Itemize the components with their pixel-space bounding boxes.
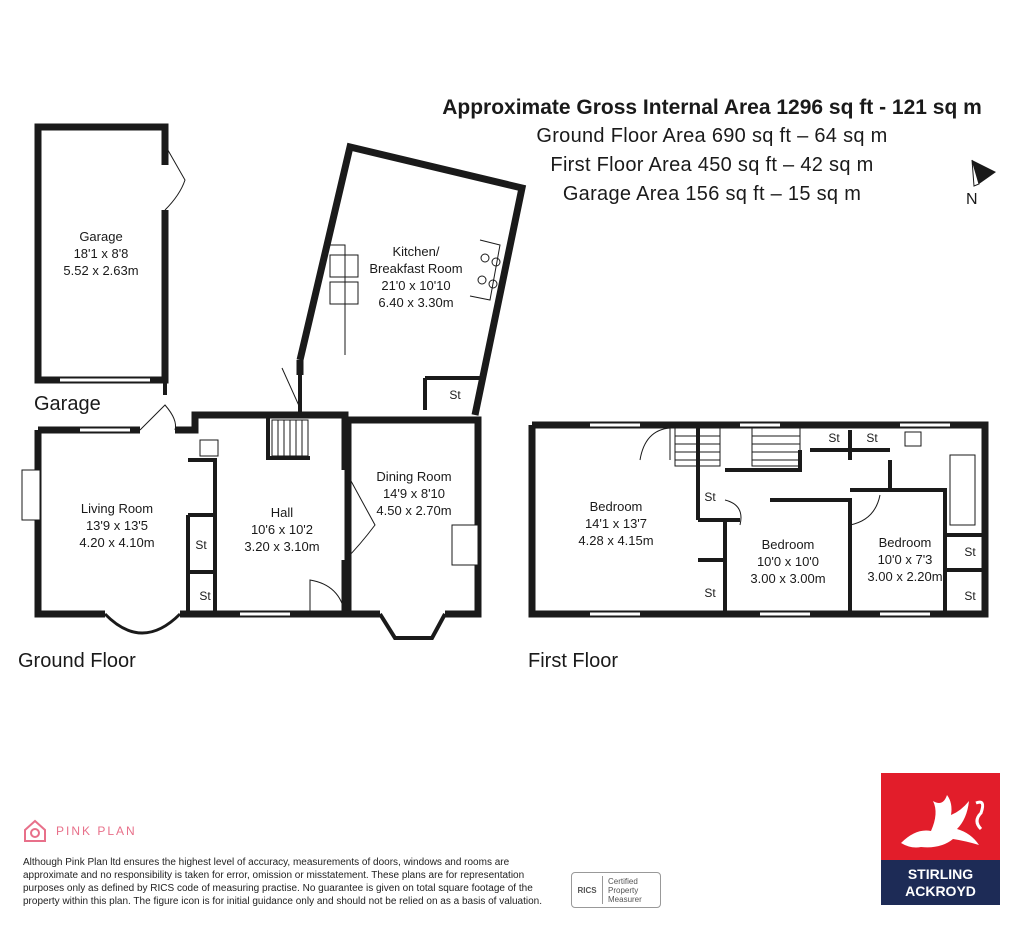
garage-room-imperial: 18'1 x 8'8 bbox=[73, 246, 129, 261]
compass-label: N bbox=[966, 191, 978, 208]
rics-line-2: Property bbox=[608, 885, 639, 895]
dining-fireplace bbox=[452, 525, 478, 565]
rics-line-1: Certified bbox=[608, 876, 638, 886]
stirling-ackroyd-logo bbox=[881, 773, 1000, 905]
bed1-imperial: 14'1 x 13'7 bbox=[584, 516, 648, 531]
dining-imperial: 14'9 x 8'10 bbox=[382, 486, 446, 501]
bed2-name: Bedroom bbox=[761, 537, 815, 552]
garage-area: Garage Area 156 sq ft – 15 sq m bbox=[562, 183, 862, 205]
bed2-metric: 3.00 x 3.00m bbox=[750, 571, 826, 586]
gross-area-title: Approximate Gross Internal Area 1296 sq ft - 121 sq m bbox=[442, 96, 982, 119]
storage-label: St bbox=[964, 545, 976, 559]
storage-label: St bbox=[704, 490, 716, 504]
ground-floor-area: Ground Floor Area 690 sq ft – 64 sq m bbox=[536, 125, 888, 147]
storage-label: St bbox=[828, 431, 840, 445]
kitchen-imperial: 21'0 x 10'10 bbox=[381, 278, 451, 293]
first-floor-label: First Floor bbox=[528, 650, 618, 672]
living-metric: 4.20 x 4.10m bbox=[79, 535, 155, 550]
brand-line-2: ACKROYD bbox=[905, 883, 976, 899]
pink-plan-label: PINK PLAN bbox=[56, 824, 137, 838]
bed3-door-swing bbox=[850, 495, 880, 525]
pink-plan-logo bbox=[22, 818, 137, 844]
bed1-name: Bedroom bbox=[589, 499, 643, 514]
rics-line-3: Measurer bbox=[608, 894, 642, 904]
disclaimer-text: Although Pink Plan ltd ensures the highest level of accuracy, measurements of doors, windows and rooms are approximate and no responsibility is taken for error, omission or misstatement. These plans are for representation purposes only as defined by RICS code of measuring practise. No guarantee is given on total square footage of the property within this plan. The figure icon is for initial guidance only and should not be relied on as a basis of valuation. bbox=[23, 857, 543, 907]
bed3-metric: 3.00 x 2.20m bbox=[867, 569, 943, 584]
ground-floor-label: Ground Floor bbox=[18, 650, 136, 672]
hall-metric: 3.20 x 3.10m bbox=[244, 539, 320, 554]
storage-label: St bbox=[449, 388, 461, 402]
storage-label: St bbox=[195, 538, 207, 552]
dining-bay-window bbox=[380, 614, 445, 638]
bed3-imperial: 10'0 x 7'3 bbox=[877, 552, 933, 567]
kitchen-metric: 6.40 x 3.30m bbox=[378, 295, 454, 310]
living-imperial: 13'9 x 13'5 bbox=[85, 518, 149, 533]
bed1-metric: 4.28 x 4.15m bbox=[578, 533, 654, 548]
dining-name: Dining Room bbox=[376, 469, 452, 484]
living-door-swing bbox=[140, 405, 176, 430]
hall-imperial: 10'6 x 10'2 bbox=[250, 522, 314, 537]
brand-line-1: STIRLING bbox=[907, 866, 974, 882]
griffin-icon bbox=[881, 773, 1000, 860]
house-icon bbox=[22, 818, 48, 844]
rics-logo: RICS bbox=[577, 885, 597, 895]
hall-name: Hall bbox=[270, 505, 294, 520]
rics-badge bbox=[571, 872, 661, 908]
storage-label: St bbox=[704, 586, 716, 600]
bed1-door-swing bbox=[640, 428, 670, 460]
chimney-breast bbox=[22, 470, 40, 520]
garage-room-metric: 5.52 x 2.63m bbox=[63, 263, 139, 278]
bed2-imperial: 10'0 x 10'0 bbox=[756, 554, 820, 569]
bed3-name: Bedroom bbox=[878, 535, 932, 550]
storage-label: St bbox=[866, 431, 878, 445]
first-floor-area: First Floor Area 450 sq ft – 42 sq m bbox=[550, 154, 874, 176]
living-bay-window bbox=[105, 614, 180, 633]
dining-metric: 4.50 x 2.70m bbox=[376, 503, 452, 518]
garage-floor-label: Garage bbox=[34, 393, 101, 415]
kitchen-name-2: Breakfast Room bbox=[369, 261, 463, 276]
storage-label: St bbox=[964, 589, 976, 603]
kitchen-name: Kitchen/ bbox=[392, 244, 440, 259]
garage-room-name: Garage bbox=[79, 229, 123, 244]
front-door-swing bbox=[310, 580, 345, 614]
living-name: Living Room bbox=[80, 501, 154, 516]
storage-label: St bbox=[199, 589, 211, 603]
